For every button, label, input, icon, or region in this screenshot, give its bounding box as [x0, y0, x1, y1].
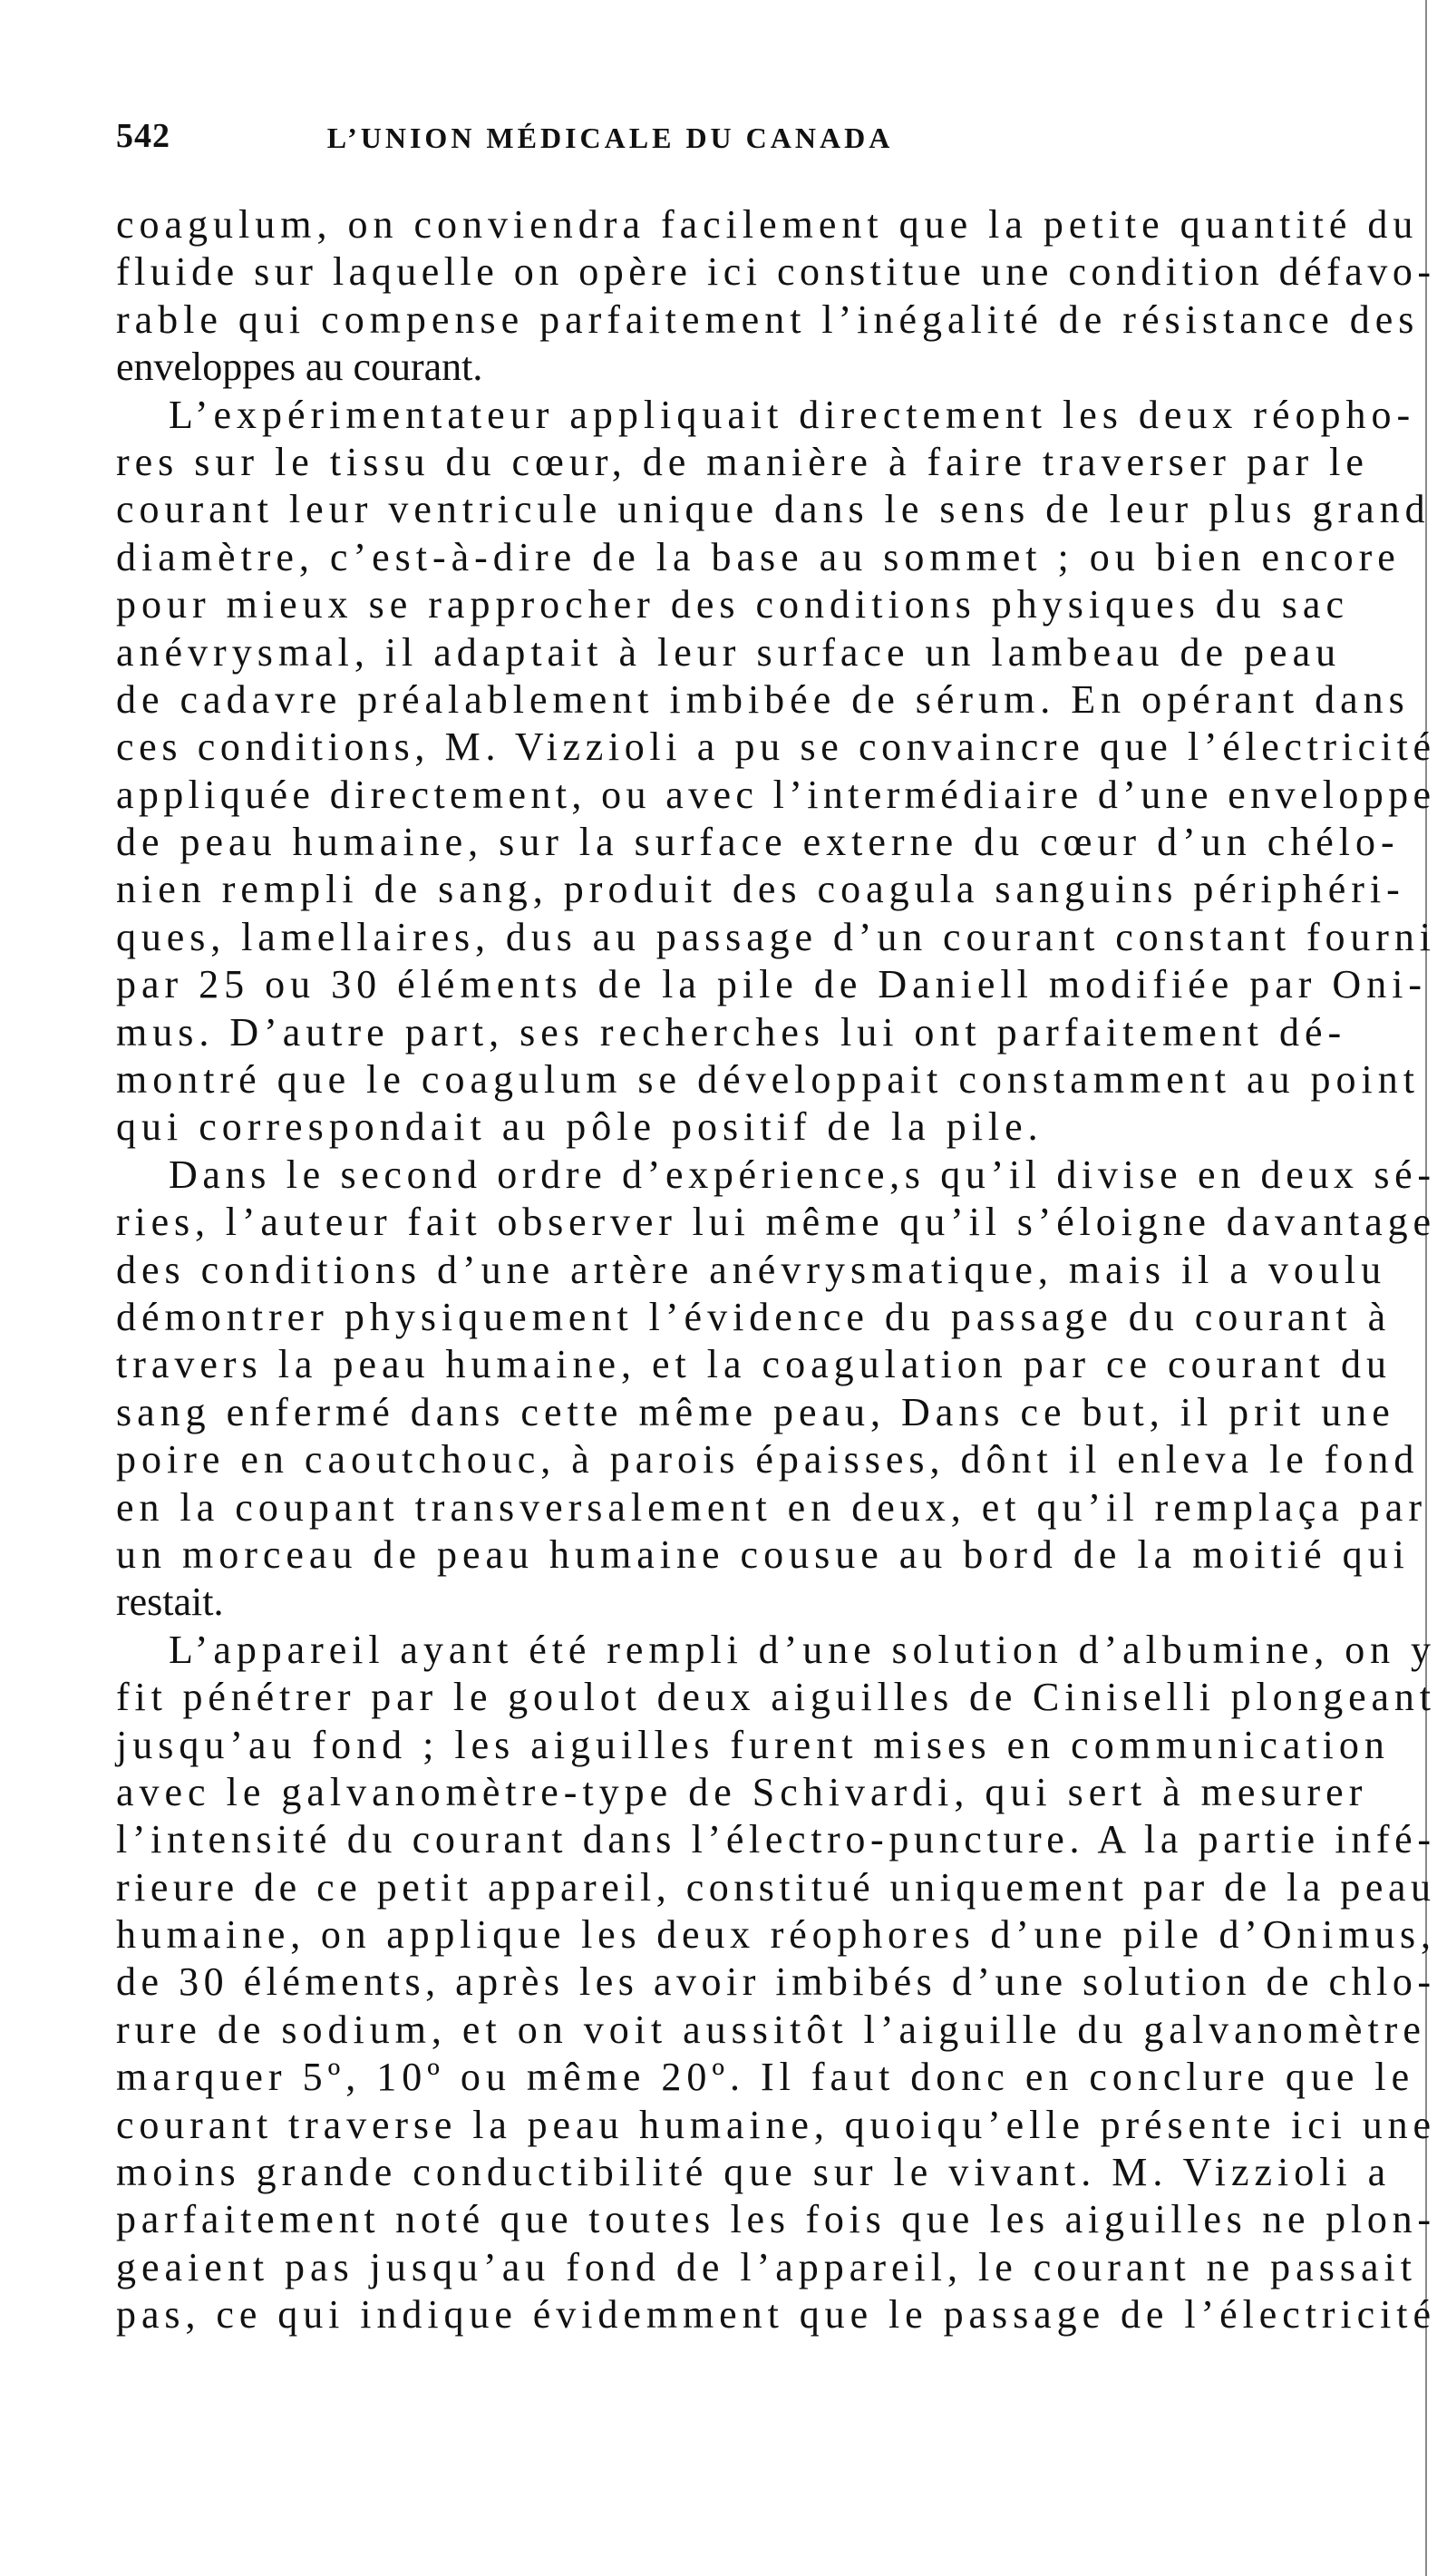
text-line: par 25 ou 30 éléments de la pile de Daniell modifiée par Oni- — [116, 962, 1428, 1007]
text-line: enveloppes au courant. — [116, 345, 483, 390]
text-line: diamètre, c’est-à-dire de la base au sommet ; ou bien encore — [116, 534, 1401, 579]
text-line: L’expérimentateur appliquait directement les deux réopho- — [169, 392, 1416, 437]
text-line: anévrysmal, il adaptait à leur surface un lambeau de peau — [116, 629, 1342, 675]
text-line: appliquée directement, ou avec l’intermédiaire d’une enveloppe — [116, 772, 1436, 817]
text-line: jusqu’au fond ; les aiguilles furent mises en communication — [116, 1722, 1390, 1767]
text-line: courant traverse la peau humaine, quoiqu’elle présente ici une — [116, 2102, 1436, 2147]
body-text — [116, 201, 1437, 2339]
text-line: pour mieux se rapprocher des conditions physiques du sac — [116, 582, 1349, 627]
text-line: rieure de ce petit appareil, constitué uniquement par de la peau — [116, 1864, 1436, 1910]
text-line: de 30 éléments, après les avoir imbibés d’une solution de chlo- — [116, 1959, 1436, 2005]
text-line: rure de sodium, et on voit aussitôt l’aiguille du galvanomètre — [116, 2007, 1426, 2052]
text-line: poire en caoutchouc, à parois épaisses, dônt il enleva le fond — [116, 1437, 1420, 1482]
text-line: en la coupant transversalement en deux, et qu’il remplaça par — [116, 1484, 1427, 1530]
text-line: mus. D’autre part, ses recherches lui ont parfaitement dé- — [116, 1009, 1347, 1055]
text-line: de peau humaine, sur la surface externe du cœur d’un chélo- — [116, 820, 1400, 865]
text-line: fit pénétrer par le goulot deux aiguilles de Ciniselli plongeant — [116, 1675, 1436, 1720]
text-line: de cadavre préalablement imbibée de sérum. En opérant dans — [116, 676, 1410, 722]
text-line: moins grande conductibilité que sur le vivant. M. Vizzioli a — [116, 2150, 1392, 2195]
text-line: coagulum, on conviendra facilement que la petite quantité du — [116, 202, 1419, 247]
text-line: ces conditions, M. Vizzioli a pu se convaincre que l’électricité — [116, 724, 1436, 770]
page-header — [116, 116, 1422, 170]
text-line: qui correspondait au pôle positif de la pile. — [116, 1104, 1044, 1150]
text-line: des conditions d’une artère anévrysmatique, mais il a voulu — [116, 1247, 1387, 1292]
text-line: Dans le second ordre d’expérience,s qu’il divise en deux sé- — [169, 1152, 1436, 1197]
text-line: pas, ce qui indique évidemment que le passage de l’électricité — [116, 2292, 1436, 2338]
text-line: geaient pas jusqu’au fond de l’appareil, le courant ne passait — [116, 2244, 1417, 2289]
text-line: rable qui compense parfaitement l’inégalité de résistance des — [116, 296, 1420, 342]
text-line: avec le galvanomètre-type de Schivardi, qui sert à mesurer — [116, 1769, 1368, 1814]
text-line: l’intensité du courant dans l’électro-puncture. A la partie infé- — [116, 1817, 1436, 1862]
text-line: marquer 5º, 10º ou même 20º. Il faut donc en conclure que le — [116, 2055, 1415, 2100]
text-line: sang enfermé dans cette même peau, Dans ce but, il prit une — [116, 1389, 1395, 1434]
text-line: ries, l’auteur fait observer lui même qu’il s’éloigne davantage — [116, 1200, 1436, 1245]
text-line: courant leur ventricule unique dans le sens de leur plus grand — [116, 487, 1431, 532]
text-line: démontrer physiquement l’évidence du passage du courant à — [116, 1294, 1392, 1339]
text-line: nien rempli de sang, produit des coagula sanguins périphéri- — [116, 867, 1405, 912]
page-number: 542 — [116, 117, 170, 155]
text-line: ques, lamellaires, dus au passage d’un courant constant fourni — [116, 914, 1436, 959]
text-line: parfaitement noté que toutes les fois que les aiguilles ne plon- — [116, 2197, 1436, 2242]
running-title: L’UNION MÉDICALE DU CANADA — [326, 122, 894, 154]
text-line: montré que le coagulum se développait constamment au point — [116, 1057, 1420, 1103]
text-line: L’appareil ayant été rempli d’une solution d’albumine, on y — [169, 1627, 1436, 1672]
text-line: fluide sur laquelle on opère ici constitue une condition défavo- — [116, 249, 1436, 295]
text-line: humaine, on applique les deux réophores d’une pile d’Onimus, — [116, 1912, 1436, 1958]
text-line: restait. — [116, 1580, 224, 1625]
text-line: un morceau de peau humaine cousue au bord de la moitié qui — [116, 1531, 1410, 1577]
text-line: travers la peau humaine, et la coagulation par ce courant du — [116, 1342, 1392, 1387]
text-line: res sur le tissu du cœur, de manière à faire traverser par le — [116, 439, 1369, 484]
